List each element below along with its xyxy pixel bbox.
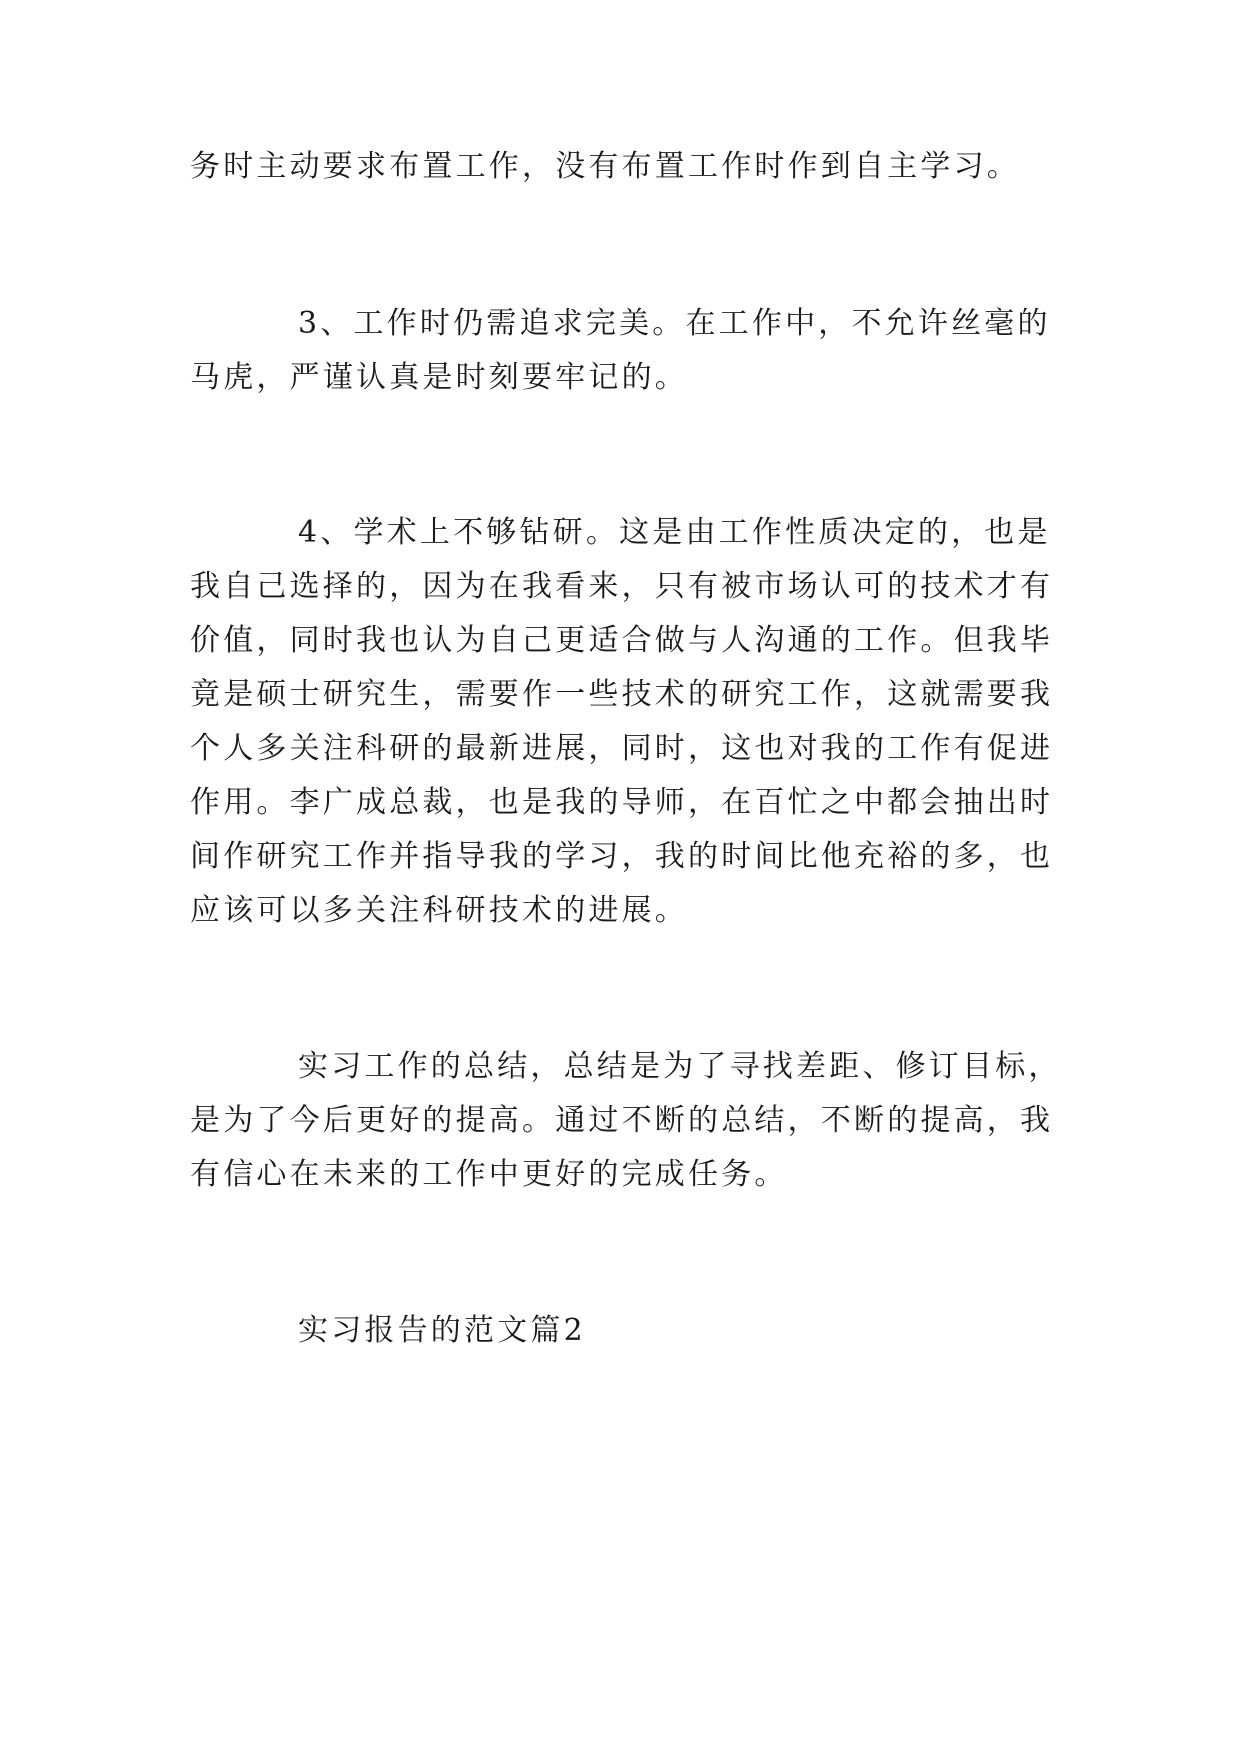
text-line: 价值，同时我也认为自己更适合做与人沟通的工作。但我毕 xyxy=(190,623,1054,658)
text-line: 务时主动要求布置工作，没有布置工作时作到自主学习。 xyxy=(190,149,1020,184)
text-line: 3、工作时仍需追求完美。在工作中，不允许丝毫的 xyxy=(298,306,1051,341)
text-line: 竟是硕士研究生，需要作一些技术的研究工作，这就需要我 xyxy=(190,677,1054,712)
text-line: 4、学术上不够钻研。这是由工作性质决定的，也是 xyxy=(298,515,1051,550)
text-line: 应该可以多关注科研技术的进展。 xyxy=(190,893,688,928)
text-line: 作用。李广成总裁，也是我的导师，在百忙之中都会抽出时 xyxy=(190,785,1054,820)
section-title: 实习报告的范文篇2 xyxy=(298,1313,586,1348)
text-line: 有信心在未来的工作中更好的完成任务。 xyxy=(190,1157,788,1192)
text-line: 我自己选择的，因为在我看来，只有被市场认可的技术才有 xyxy=(190,569,1054,604)
text-line: 实习工作的总结，总结是为了寻找差距、修订目标， xyxy=(298,1049,1062,1084)
text-line: 是为了今后更好的提高。通过不断的总结，不断的提高，我 xyxy=(190,1103,1054,1138)
text-line: 间作研究工作并指导我的学习，我的时间比他充裕的多，也 xyxy=(190,839,1054,874)
text-line: 个人多关注科研的最新进展，同时，这也对我的工作有促进 xyxy=(190,731,1054,766)
text-line: 马虎，严谨认真是时刻要牢记的。 xyxy=(190,360,688,395)
